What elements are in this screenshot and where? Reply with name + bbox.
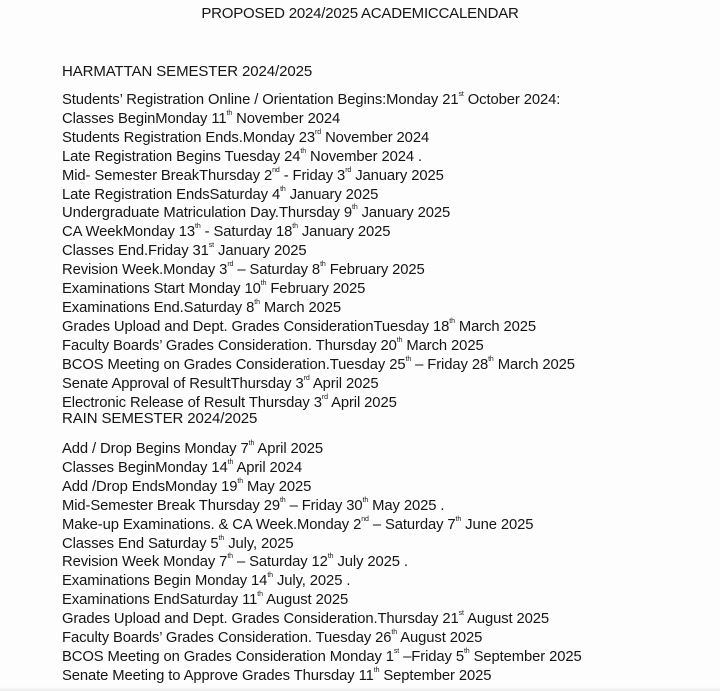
entry-text: – Friday 28 [411,356,489,373]
entry-text: March 2025 [454,318,537,335]
calendar-entry [62,516,582,535]
calendar-entry [62,356,575,375]
calendar-entry [62,337,575,356]
ordinal-suffix: th [195,223,201,231]
ordinal-suffix: st [458,610,464,618]
entry-text: April 2025 [327,394,397,411]
calendar-entry [62,440,582,459]
calendar-entry [62,629,582,648]
ordinal-suffix: th [373,666,380,674]
calendar-entry [62,459,582,478]
entry-text: Faculty Boards’ Grades Consideration. Tuesday 26 [62,630,392,647]
entry-text: January 2025 [297,224,391,241]
calendar-entry [62,553,582,572]
ordinal-suffix: rd [345,166,352,174]
document-title: PROPOSED 2024/2025 ACADEMICCALENDAR [201,5,519,22]
ordinal-suffix: th [327,553,334,561]
page-bottom-edge [0,687,720,691]
entry-text: BCOS Meeting on Grades Consideration.Tuesday 25 [62,356,406,373]
ordinal-suffix: th [260,280,267,288]
entry-text: November 2024 [232,110,341,127]
ordinal-suffix: th [227,553,233,561]
entry-text: Classes End Saturday 5 [62,535,219,552]
entry-text: Faculty Boards’ Grades Consideration. Thursday 20 [62,337,397,354]
calendar-entry [62,261,575,280]
entry-text: Students’ Registration Online / Orientation Begins:Monday 21 [62,92,459,108]
harmattan-semester-heading: HARMATTAN SEMESTER 2024/2025 [62,63,313,80]
entry-text: March 2025 [259,299,342,316]
entry-text: May 2025 . [368,497,445,514]
ordinal-suffix: th [488,355,494,363]
ordinal-suffix: th [396,336,403,344]
ordinal-suffix: th [391,629,398,637]
ordinal-suffix: th [279,496,286,504]
entry-text: Mid-Semester Break Thursday 29 [62,497,280,514]
ordinal-suffix: st [393,647,400,655]
entry-text: April 2025 [254,441,324,457]
ordinal-suffix: th [218,534,225,542]
ordinal-suffix: th [292,223,298,231]
ordinal-suffix: rd [303,374,310,382]
entry-text: July 2025 . [333,554,408,571]
entry-text: Undergraduate Matriculation Day.Thursday 9 [62,205,352,222]
entry-text: Mid- Semester BreakThursday 2 [62,167,273,184]
entry-text: January 2025 [357,205,451,222]
harmattan-schedule-list [62,91,575,412]
ordinal-suffix: th [351,204,358,212]
ordinal-suffix: th [257,591,263,599]
entry-text: Electronic Release of Result Thursday 3 [62,394,322,411]
calendar-entry [62,129,575,148]
entry-text: Revision Week Monday 7 [62,554,228,571]
calendar-entry [62,535,582,554]
ordinal-suffix: th [248,440,255,447]
entry-text: July, 2025 [224,535,294,552]
entry-text: – Saturday 12 [232,554,328,571]
ordinal-suffix: rd [315,128,322,136]
entry-text: November 2024 . [305,148,423,165]
entry-text: Classes End.Friday 31 [62,243,209,260]
ordinal-suffix: th [267,572,273,580]
entry-text: Examinations EndSaturday 11 [62,592,258,609]
entry-text: BCOS Meeting on Grades Consideration Monday 1 [62,648,394,665]
ordinal-suffix: st [458,91,464,98]
ordinal-suffix: nd [361,515,369,523]
entry-text: September 2025 [379,667,492,684]
entry-text: – Saturday 8 [233,262,321,279]
calendar-entry [62,648,582,667]
entry-text: February 2025 [325,262,425,279]
calendar-entry [62,318,575,337]
entry-text: April 2024 [233,459,303,476]
entry-text: March 2025 [402,337,484,354]
ordinal-suffix: th [237,477,244,485]
entry-text: Senate Meeting to Approve Grades Thursday 11 [62,667,374,684]
entry-text: July, 2025 . [272,573,351,590]
calendar-entry [62,591,582,610]
calendar-entry [62,204,575,223]
entry-text: Classes BeginMonday 14 [62,459,228,476]
entry-text: Examinations End.Saturday 8 [62,299,255,316]
entry-text: – Friday 30 [285,497,363,514]
ordinal-suffix: st [208,242,215,250]
entry-text: January 2025 [351,167,444,184]
calendar-entry [62,375,575,394]
ordinal-suffix: th [280,185,286,193]
calendar-entry [62,242,575,261]
calendar-entry [62,186,575,205]
calendar-entry [62,91,575,110]
entry-text: August 2025 [397,630,483,647]
calendar-entry [62,497,582,516]
calendar-entry [62,478,582,497]
calendar-entry [62,167,575,186]
entry-text: Examinations Begin Monday 14 [62,573,268,590]
entry-text: Grades Upload and Dept. Grades ConsiderationTuesday 18 [62,318,450,335]
entry-text: June 2025 [461,516,534,533]
ordinal-suffix: th [405,355,412,363]
ordinal-suffix: th [300,147,306,155]
calendar-entry [62,223,575,242]
ordinal-suffix: th [254,298,260,306]
calendar-entry [62,299,575,318]
entry-text: Classes BeginMonday 11 [62,110,227,127]
entry-text: October 2024: [463,92,561,108]
entry-text: - Friday 3 [279,167,346,184]
calendar-entry [62,148,575,167]
calendar-entry [62,610,582,629]
entry-text: Grades Upload and Dept. Grades Consideration.Thursday 21 [62,611,459,628]
entry-text: Add / Drop Begins Monday 7 [62,441,249,457]
ordinal-suffix: th [455,515,462,523]
entry-text: Examinations Start Monday 10 [62,281,261,298]
entry-text: Revision Week.Monday 3 [62,262,228,279]
ordinal-suffix: th [227,458,234,466]
entry-text: Senate Approval of ResultThursday 3 [62,375,304,392]
ordinal-suffix: th [463,647,470,655]
ordinal-suffix: th [362,496,369,504]
ordinal-suffix: th [226,109,233,117]
entry-text: Students Registration Ends.Monday 23 [62,129,316,146]
entry-text: February 2025 [266,281,366,298]
entry-text: Make-up Examinations. & CA Week.Monday 2 [62,516,362,533]
entry-text: November 2024 [321,129,430,146]
entry-text: September 2025 [469,648,582,665]
rain-semester-heading: RAIN SEMESTER 2024/2025 [62,410,258,427]
entry-text: May 2025 [243,478,312,495]
ordinal-suffix: nd [272,166,280,174]
entry-text: - Saturday 18 [200,224,293,241]
entry-text: August 2025 [262,592,349,609]
calendar-entry [62,110,575,129]
entry-text: January 2025 [285,186,379,203]
entry-text: March 2025 [493,356,575,373]
entry-text: January 2025 [214,243,307,260]
rain-schedule-list [62,440,582,686]
calendar-entry [62,667,582,686]
calendar-entry [62,280,575,299]
calendar-entry [62,572,582,591]
entry-text: – Saturday 7 [368,516,456,533]
entry-text: Late Registration Begins Tuesday 24 [62,148,301,165]
ordinal-suffix: rd [321,393,328,401]
entry-text: Late Registration EndsSaturday 4 [62,186,281,203]
entry-text: CA WeekMonday 13 [62,224,196,241]
entry-text: April 2025 [309,375,379,392]
ordinal-suffix: th [320,261,326,269]
entry-text: August 2025 [463,611,550,628]
entry-text: –Friday 5 [399,648,464,665]
entry-text: Add /Drop EndsMonday 19 [62,478,238,495]
ordinal-suffix: rd [227,261,234,269]
ordinal-suffix: th [449,317,455,325]
